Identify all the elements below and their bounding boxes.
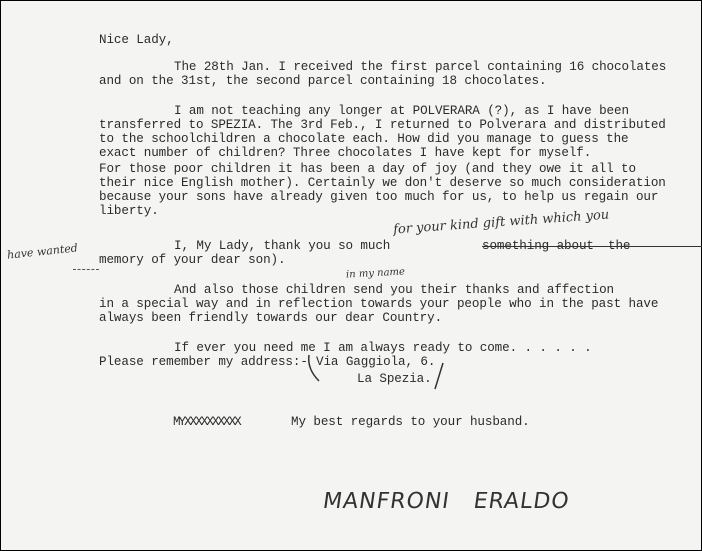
salutation: Nice Lady,	[99, 33, 174, 47]
text-line: to the schoolchildren a chocolate each. How did you manage to guess the	[99, 132, 629, 146]
text-line: And also those children send you their thanks and affection	[174, 283, 614, 297]
handwritten-insert: for your kind gift with which you	[392, 207, 610, 238]
text-line: in a special way and in reflection towards your people who in the past have	[99, 297, 659, 311]
text-line: For those poor children it has been a day of joy (and they owe it all to	[99, 162, 636, 176]
address-line: Via Gaggiola, 6.	[316, 355, 436, 369]
address-line: La Spezia.	[357, 372, 432, 386]
regards-line: My best regards to your husband.	[291, 415, 530, 429]
text-line: The 28th Jan. I received the first parcel containing 16 chocolates	[174, 60, 667, 74]
margin-note: have wanted	[6, 241, 79, 262]
text-line: I, My Lady, thank you so much	[174, 239, 391, 253]
text-line: transferred to SPEZIA. The 3rd Feb., I returned to Polverara and distributed	[99, 118, 666, 132]
text-line: liberty.	[99, 204, 159, 218]
text-line: memory of your dear son).	[99, 253, 286, 267]
margin-underline	[73, 269, 99, 270]
signature: MANFRONI ERALDO	[321, 489, 572, 514]
struck-typed-text: MYXXXXXXXXXX	[173, 415, 240, 429]
text-line: If ever you need me I am always ready to come. . . . . .	[174, 341, 592, 355]
text-line: exact number of children? Three chocolates I have kept for myself.	[99, 146, 592, 160]
address-bracket-marks	[301, 351, 451, 401]
text-line: Please remember my address:-	[99, 355, 308, 369]
text-line: and on the 31st, the second parcel containing 18 chocolates.	[99, 74, 547, 88]
text-line: the	[608, 239, 631, 253]
text-line: always been friendly towards our dear Country.	[99, 311, 443, 325]
handwritten-in-my-name: in my name	[345, 266, 406, 281]
text-line: their nice English mother). Certainly we don't deserve so much consideration	[99, 176, 666, 190]
text-line: I am not teaching any longer at POLVERARA (?), as I have been	[174, 104, 629, 118]
struck-text: something about	[482, 239, 702, 253]
text-line: because your sons have already given too much for us, to help us regain our	[99, 190, 659, 204]
